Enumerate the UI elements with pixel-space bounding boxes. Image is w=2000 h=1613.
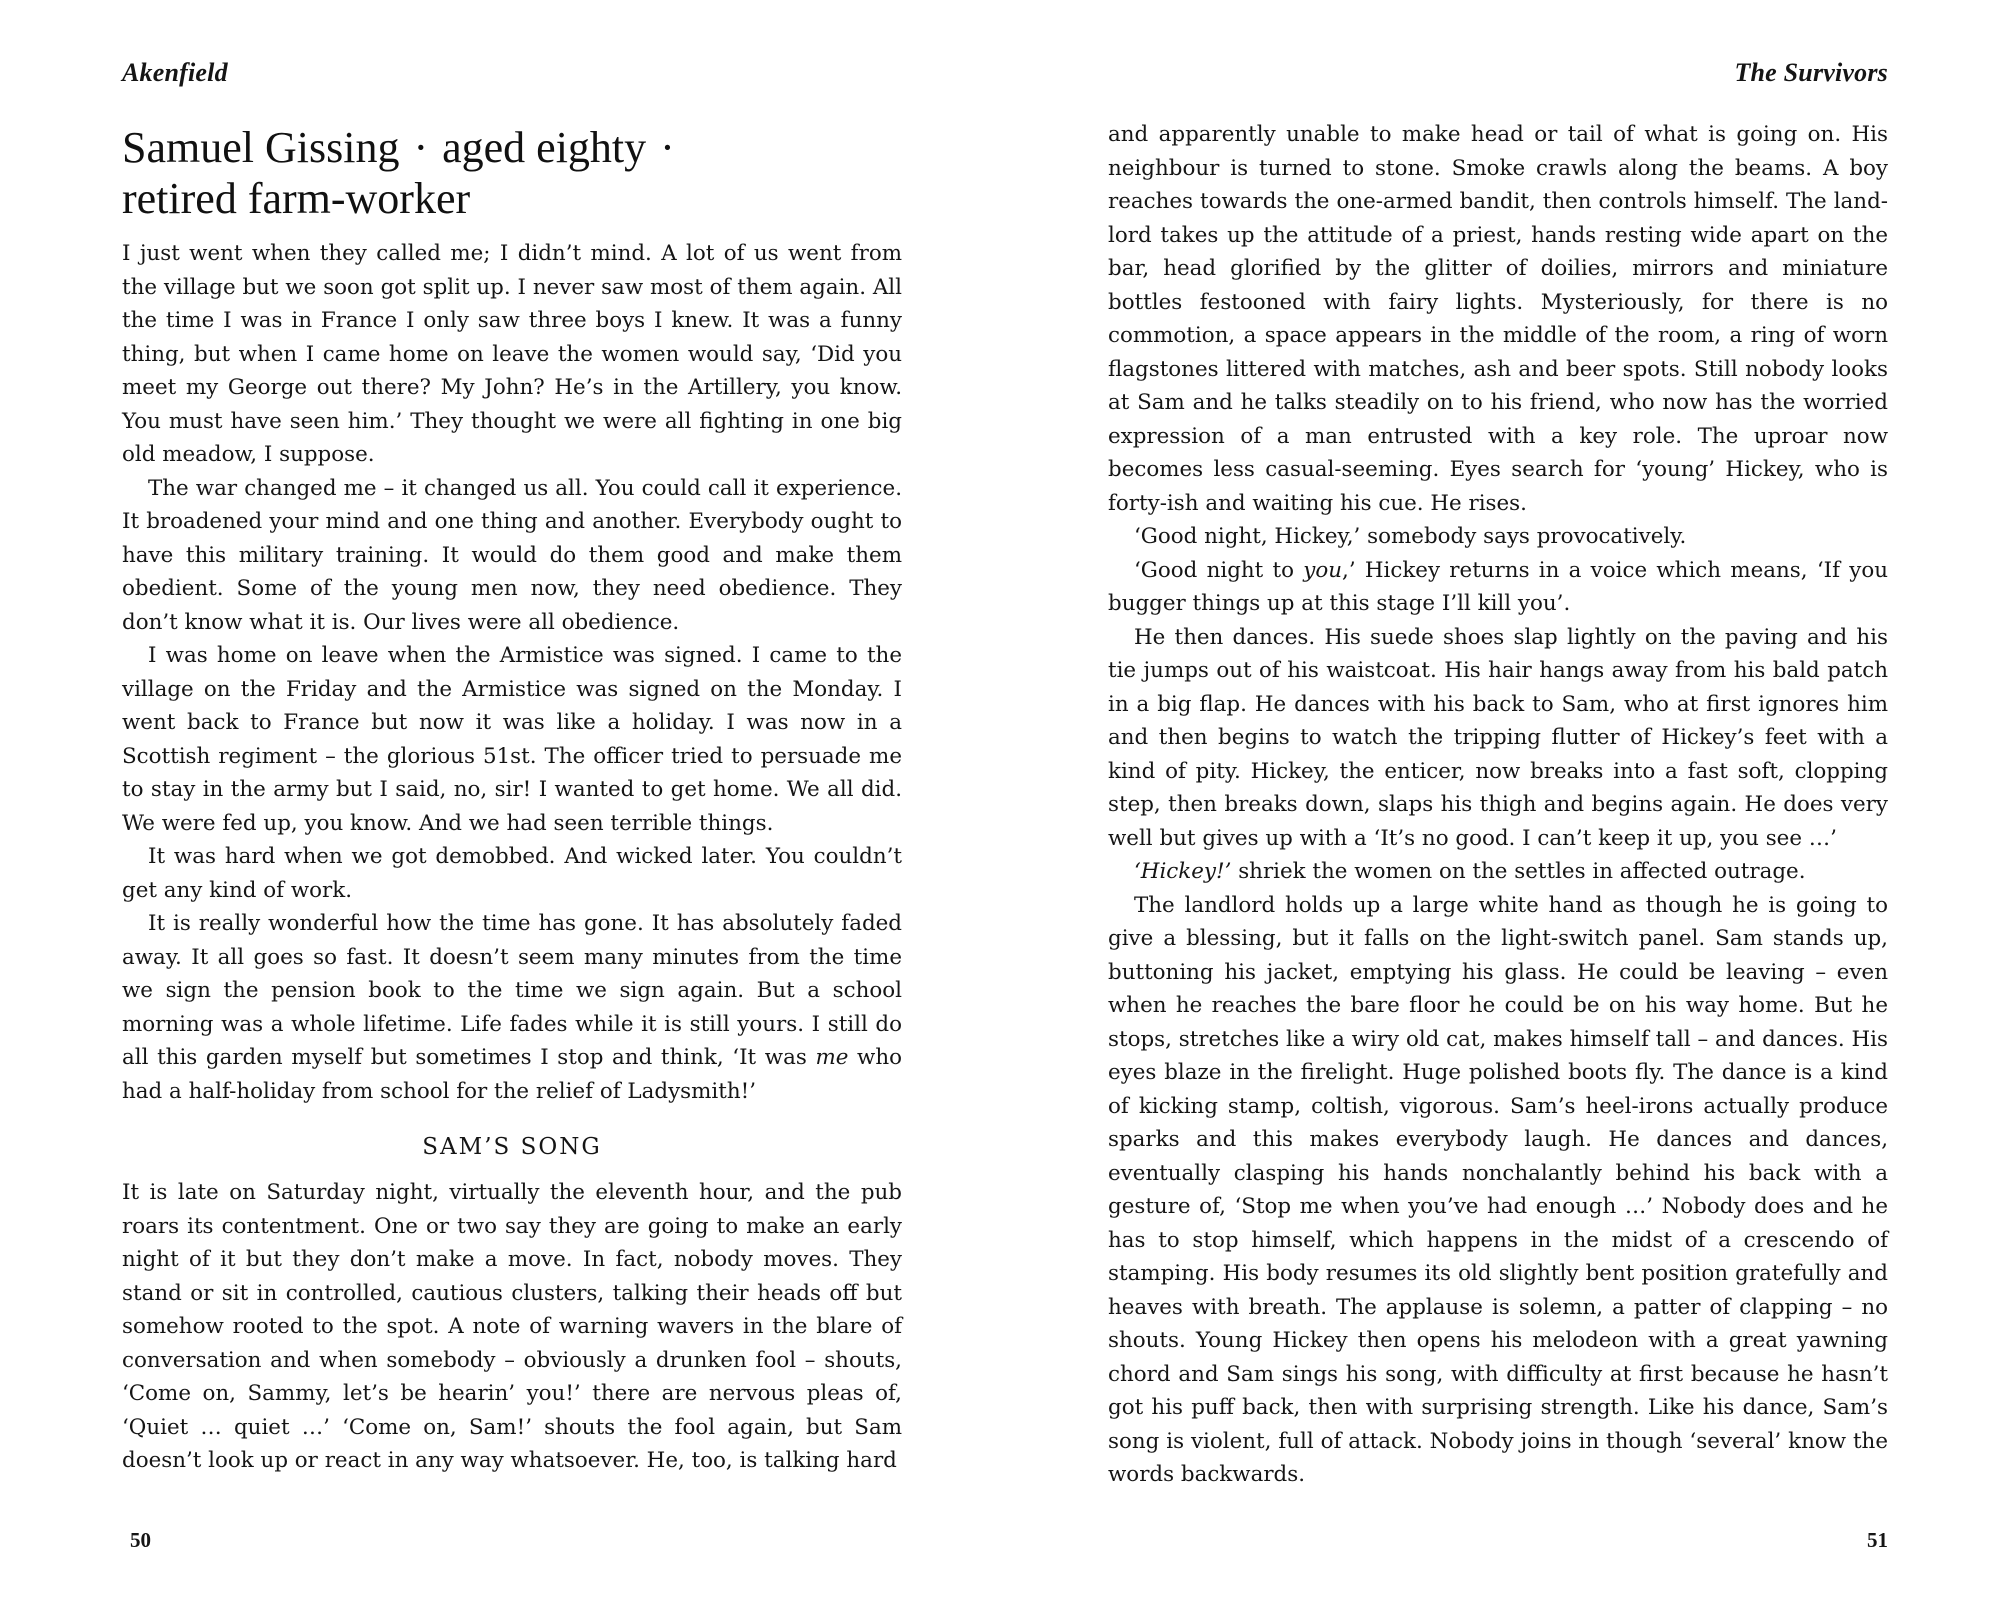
right-running-head: The Survivors (1734, 58, 1888, 87)
emphasis-text: ‘Hickey!’ (1134, 859, 1232, 884)
paragraph-text: shriek the women on the settles in affected outrage. (1231, 859, 1806, 884)
chapter-title (122, 122, 902, 224)
body-paragraph: ‘Good night, Hickey,’ somebody says provocatively. (1134, 524, 1687, 549)
paragraph-text: ,’ Hickey returns in a voice which means, ‘If you bugger things up at this stage I’ll kill you’. (1108, 557, 1888, 616)
right-page-number: 51 (1867, 1528, 1888, 1552)
left-body-text (122, 237, 902, 1108)
title-separator-dot: · (660, 123, 675, 172)
right-page (1108, 0, 1888, 1613)
title-separator-dot: · (413, 123, 429, 172)
body-paragraph (1108, 855, 1888, 889)
title-occupation: retired farm-worker (122, 174, 471, 223)
body-paragraph: He then dances. His suede shoes slap lightly on the paving and his tie jumps out of his waistcoat. His hair hangs away from his bald patch in a big flap. He dances with his back to Sam, who at first ignores him and then begins to watch the tripping flutter of Hickey’s feet with a kind of pity. Hickey, the enticer, now breaks into a fast soft, clopping step, then breaks down, slaps his thigh and begins again. He does very well but gives up with a ‘It’s no good. I can’t keep it up, you see …’ (1108, 624, 1888, 851)
body-paragraph: It is late on Saturday night, virtually the eleventh hour, and the pub roars its contentment. One or two say they are going to make an early night of it but they don’t make a move. In fact, nobody moves. They stand or sit in controlled, cautious clusters, talking their heads off but somehow rooted to the spot. A note of warning wavers in the blare of conversation and when somebody – obviously a drunken fool – shouts, ‘Come on, Sammy, let’s be hearin’ you!’ there are nervous pleas of, ‘Quiet … quiet …’ ‘Come on, Sam!’ shouts the fool again, but Sam doesn’t look up or react in any way whatsoever. He, too, is talking hard (122, 1180, 902, 1473)
emphasis-text: me (815, 1045, 849, 1070)
section-heading: SAM’S SONG (422, 1134, 602, 1160)
left-page-number: 50 (130, 1528, 151, 1552)
body-paragraph (1108, 554, 1888, 621)
title-name: Samuel Gissing (122, 123, 400, 172)
body-paragraph: It was hard when we got demobbed. And wicked later. You couldn’t get any kind of work. (122, 844, 902, 903)
body-paragraph: and apparently unable to make head or tail of what is going on. His neighbour is turned to stone. Smoke crawls along the beams. A boy reaches towards the one-armed bandit, then controls himself. The landlord takes up the attitude of a priest, hands resting wide apart on the bar, head glorified by the glitter of doilies, mirrors and miniature bottles festooned with fairy lights. Mysteriously, for there is no commotion, a space appears in the middle of the room, a ring of worn flagstones littered with matches, ash and beer spots. Still nobody looks at Sam and he talks steadily on to his friend, who now has the worried expression of a man entrusted with a key role. The uproar now becomes less casual-seeming. Eyes search for ‘young’ Hickey, who is forty-ish and waiting his cue. He rises. (1108, 122, 1888, 516)
left-page (122, 0, 902, 1613)
paragraph-text: ‘Good night to (1134, 557, 1304, 583)
section-body-text (122, 1176, 902, 1478)
emphasis-text: you (1303, 557, 1343, 583)
paragraph-text: who had a half-holiday from school for the relief of Ladysmith!’ (122, 1045, 902, 1104)
paragraph-text: It is really wonderful how the time has gone. It has absolutely faded away. It all goes so fast. It doesn’t seem many minutes from the time we sign the pension book to the time we sign again. But a school morning was a whole lifetime. Life fades while it is still yours. I still do all this garden myself but sometimes I stop and think, ‘It was (122, 911, 902, 1070)
title-age: aged eighty (442, 123, 647, 172)
body-paragraph: I was home on leave when the Armistice was signed. I came to the village on the Friday and the Armistice was signed on the Monday. I went back to France but now it was like a holiday. I was now in a Scottish regiment – the glorious 51st. The officer tried to persuade me to stay in the army but I said, no, sir! I wanted to get home. We all did. We were fed up, you know. And we had seen terrible things. (122, 643, 902, 836)
right-body-text (1108, 118, 1888, 1492)
body-paragraph (122, 907, 902, 1108)
left-running-head: Akenfield (122, 58, 228, 87)
body-paragraph: I just went when they called me; I didn’t mind. A lot of us went from the village but we soon got split up. I never saw most of them again. All the time I was in France I only saw three boys I knew. It was a funny thing, but when I came home on leave the women would say, ‘Did you meet my George out there? My John? He’s in the Artillery, you know. You must have seen him.’ They thought we were all fighting in one big old meadow, I suppose. (122, 241, 902, 467)
body-paragraph: The landlord holds up a large white hand as though he is going to give a blessing, but it falls on the light-switch panel. Sam stands up, buttoning his jacket, emptying his glass. He could be leaving – even when he reaches the bare floor he could be on his way home. But he stops, stretches like a wiry old cat, makes himself tall – and dances. His eyes blaze in the firelight. Huge polished boots fly. The dance is a kind of kicking stamp, coltish, vigorous. Sam’s heel-irons actually produce sparks and this makes everybody laugh. He dances and dances, eventually clasping his hands nonchalantly behind his back with a gesture of, ‘Stop me when you’ve had enough …’ Nobody does and he has to stop himself, which happens in the midst of a crescendo of stamping. His body resumes its old slightly bent position gratefully and heaves with breath. The applause is solemn, a patter of clapping – no shouts. Young Hickey then opens his melodeon with a great yawning chord and Sam sings his song, with difficulty at first because he hasn’t got his puff back, then with surprising strength. Like his dance, Sam’s song is violent, full of attack. Nobody joins in though ‘several’ know the words backwards. (1108, 892, 1888, 1487)
body-paragraph: The war changed me – it changed us all. You could call it experience. It broadened your mind and one thing and another. Everybody ought to have this military training. It would do them good and make them obedient. Some of the young men now, they need obedience. They don’t know what it is. Our lives were all obedience. (122, 475, 902, 635)
